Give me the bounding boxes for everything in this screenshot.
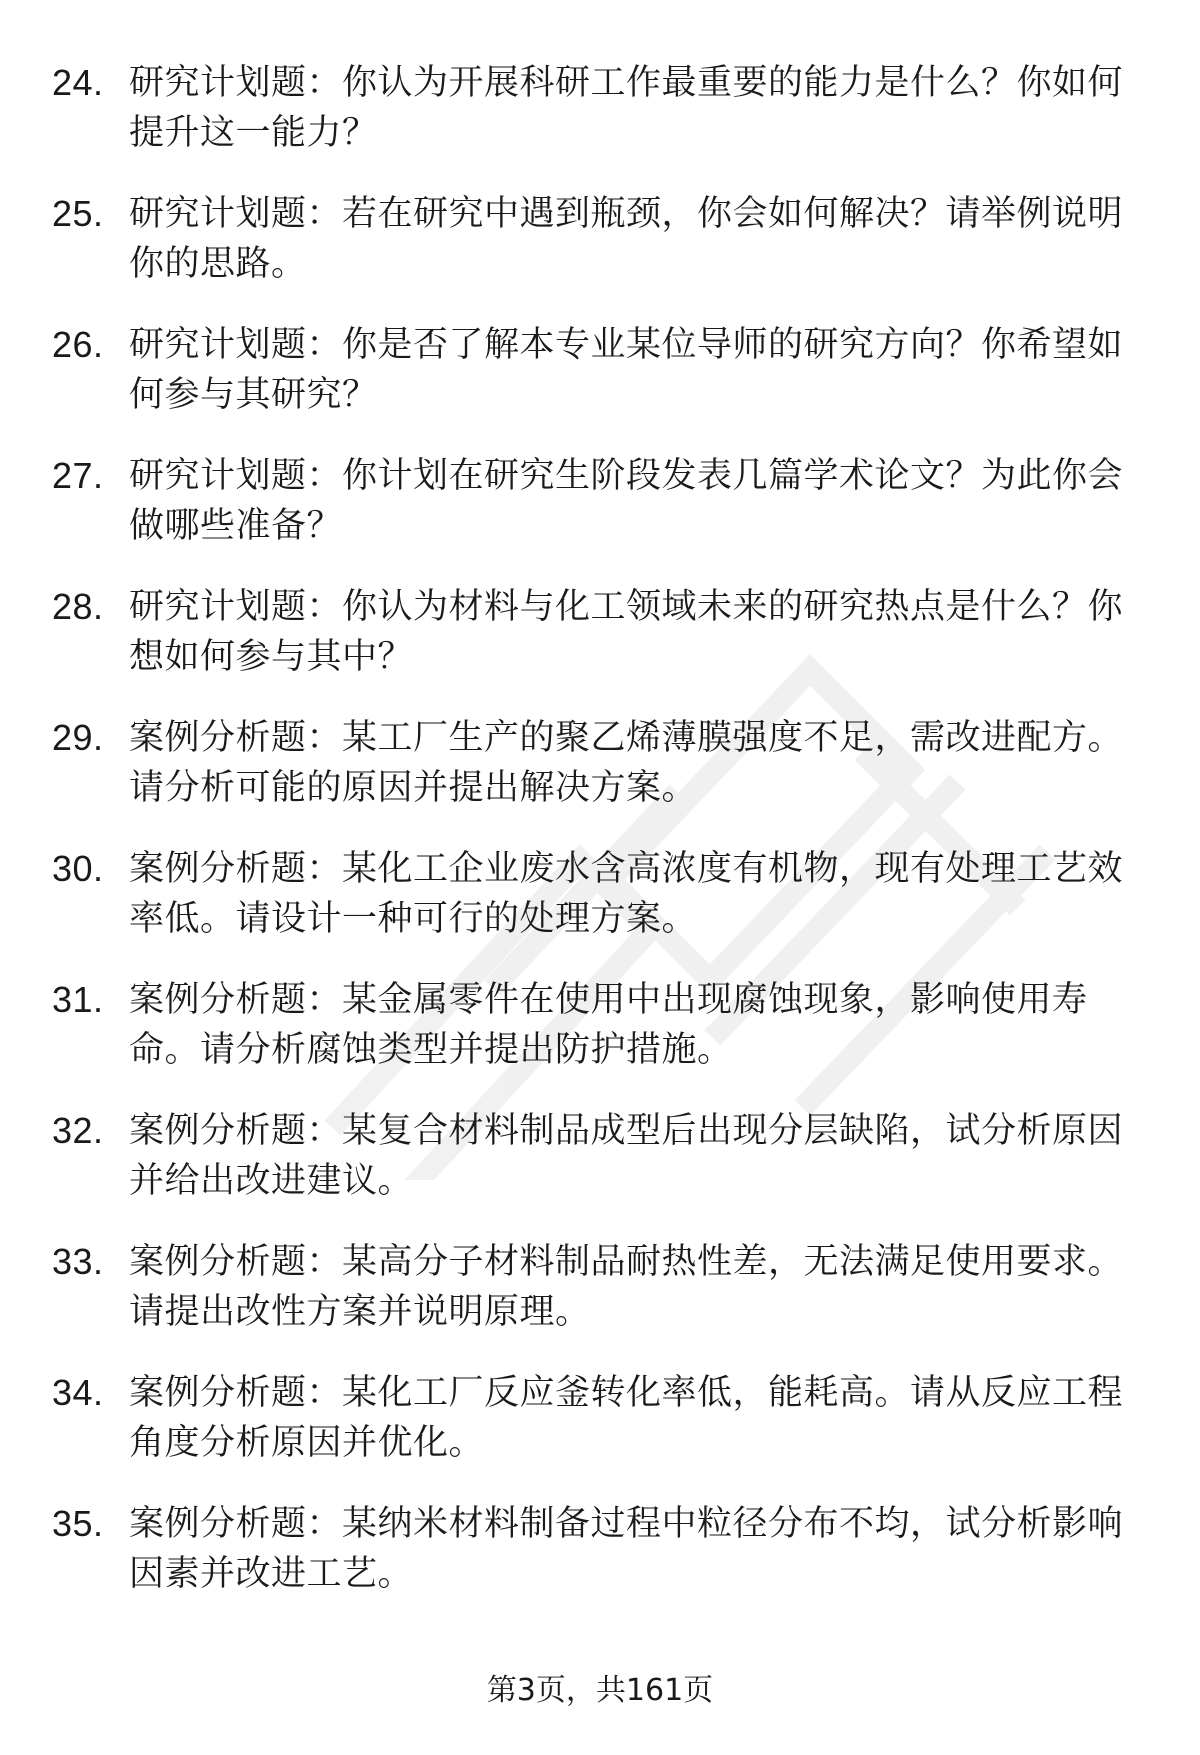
question-item-27 xyxy=(52,451,1152,551)
question-text: 研究计划题：你是否了解本专业某位导师的研究方向？你希望如何参与其研究？ xyxy=(129,325,1124,415)
question-number: 30. xyxy=(52,848,104,889)
question-number: 24. xyxy=(52,62,104,103)
question-number: 28. xyxy=(52,586,104,627)
question-list xyxy=(52,58,1152,1630)
question-text: 案例分析题：某工厂生产的聚乙烯薄膜强度不足，需改进配方。请分析可能的原因并提出解决方案。 xyxy=(129,718,1124,808)
question-item-25 xyxy=(52,189,1152,289)
question-item-33 xyxy=(52,1237,1152,1337)
question-text: 研究计划题：你认为开展科研工作最重要的能力是什么？你如何提升这一能力？ xyxy=(129,63,1124,153)
question-number: 29. xyxy=(52,717,104,758)
question-text: 研究计划题：若在研究中遇到瓶颈，你会如何解决？请举例说明你的思路。 xyxy=(129,194,1124,284)
question-text: 研究计划题：你计划在研究生阶段发表几篇学术论文？为此你会做哪些准备？ xyxy=(129,456,1124,546)
question-text: 案例分析题：某高分子材料制品耐热性差，无法满足使用要求。请提出改性方案并说明原理。 xyxy=(129,1242,1124,1332)
question-number: 35. xyxy=(52,1503,104,1544)
question-number: 27. xyxy=(52,455,104,496)
question-number: 34. xyxy=(52,1372,104,1413)
question-item-29 xyxy=(52,713,1152,813)
question-text: 案例分析题：某金属零件在使用中出现腐蚀现象，影响使用寿命。请分析腐蚀类型并提出防护措施。 xyxy=(129,980,1088,1070)
question-text: 案例分析题：某化工企业废水含高浓度有机物，现有处理工艺效率低。请设计一种可行的处理方案。 xyxy=(129,849,1124,939)
question-text: 研究计划题：你认为材料与化工领域未来的研究热点是什么？你想如何参与其中？ xyxy=(129,587,1124,677)
question-item-28 xyxy=(52,582,1152,682)
question-text: 案例分析题：某纳米材料制备过程中粒径分布不均，试分析影响因素并改进工艺。 xyxy=(129,1504,1124,1594)
question-number: 32. xyxy=(52,1110,104,1151)
question-item-34 xyxy=(52,1368,1152,1468)
question-number: 26. xyxy=(52,324,104,365)
page-number-footer: 第3页，共161页 xyxy=(486,1673,714,1708)
question-item-35 xyxy=(52,1499,1152,1599)
question-text: 案例分析题：某化工厂反应釜转化率低，能耗高。请从反应工程角度分析原因并优化。 xyxy=(129,1373,1124,1463)
question-number: 31. xyxy=(52,979,104,1020)
question-item-31 xyxy=(52,975,1152,1075)
question-item-32 xyxy=(52,1106,1152,1206)
question-text: 案例分析题：某复合材料制品成型后出现分层缺陷，试分析原因并给出改进建议。 xyxy=(129,1111,1124,1201)
question-number: 33. xyxy=(52,1241,104,1282)
question-item-24 xyxy=(52,58,1152,158)
question-item-26 xyxy=(52,320,1152,420)
question-number: 25. xyxy=(52,193,104,234)
question-item-30 xyxy=(52,844,1152,944)
